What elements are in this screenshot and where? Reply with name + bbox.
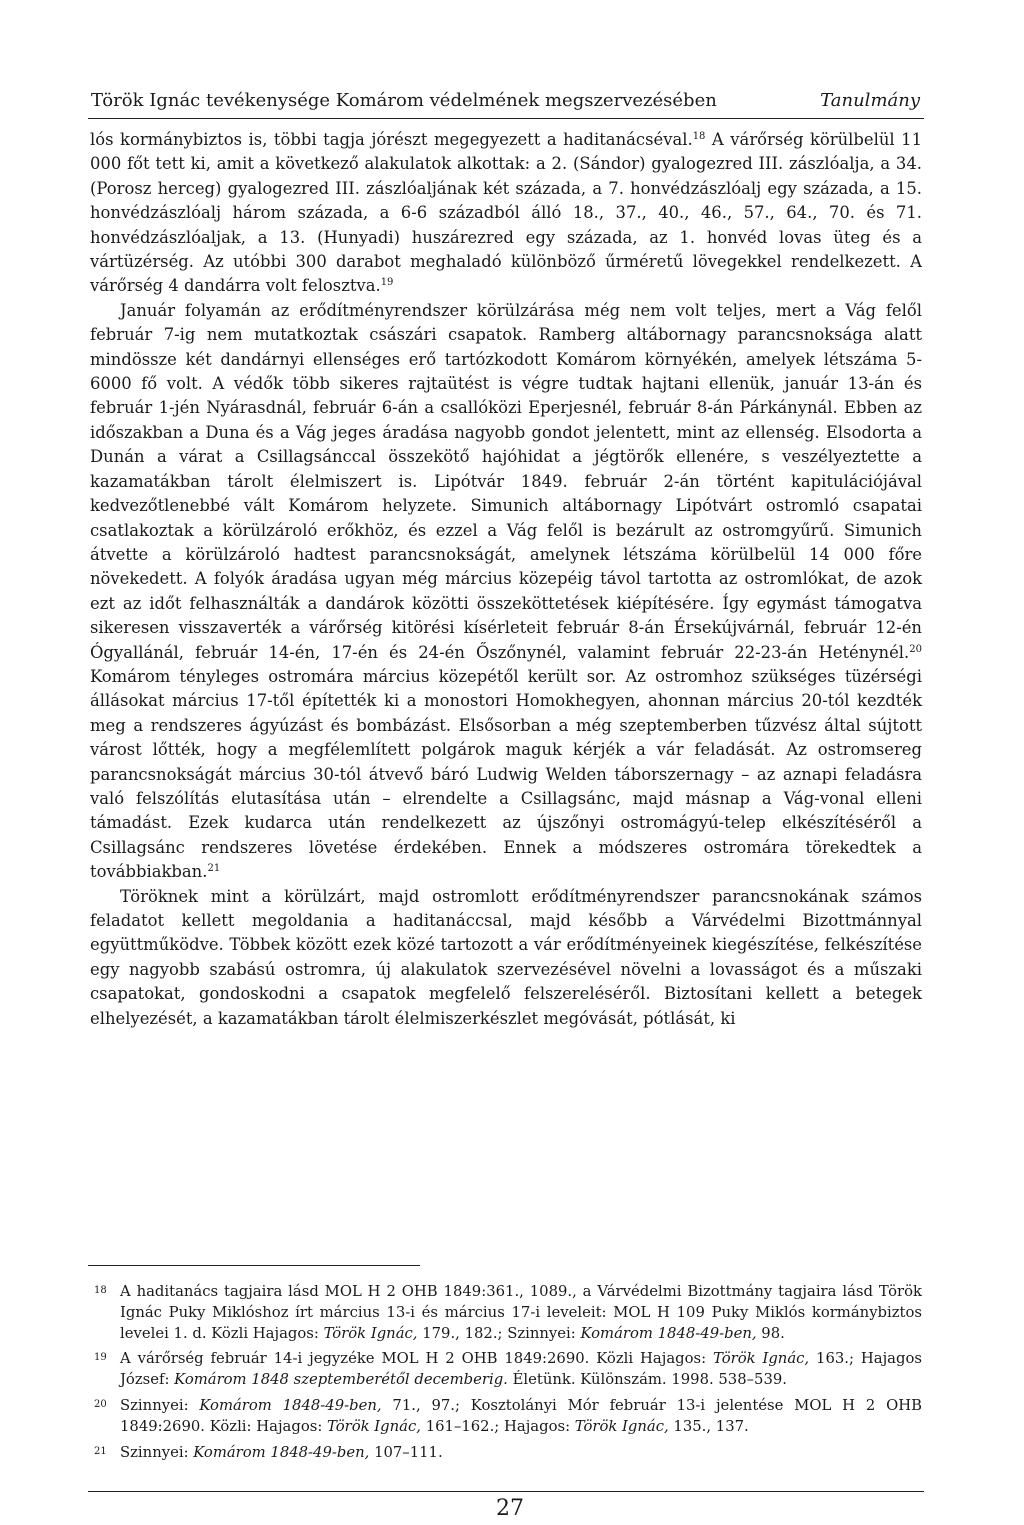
footnote-ref-20[interactable]: 20: [909, 643, 922, 655]
footnote-ref-21[interactable]: 21: [207, 863, 221, 875]
paragraph-3: Töröknek mint a körülzárt, majd ostromlott erődítményrendszer parancsnokának számos feladatot kellett megoldania a haditanáccsal, majd később a Várvédelmi Bizottmánnyal együttműködve. Többek között ezek közé tartozott a vár erődítményeinek kiegészítése, felkészítése egy nagyobb szabású ostromra, új alakulatok szervezésével növelni a lovasságot és a műszaki csapatokat, gondoskodni a csapatok megfelelő felszereléséről. Biztosítani kellett a betegek elhelyezését, a kazamatákban tárolt élelmiszerkészlet megóvását, pótlását, ki: [90, 886, 922, 1028]
footnote-divider: [88, 1265, 420, 1266]
footnote-number: 21: [94, 1445, 107, 1457]
footnote-number: 19: [94, 1352, 107, 1364]
footnotes: [90, 1282, 922, 1468]
footnote-20: 20 Szinnyei: Komárom 1848-49-ben, 71., 97.; Kosztolányi Mór február 13-i jelentése MOL H 2 OHB 1849:2690. Közli: Hajagos: Török Ignác, 161–162.; Hajagos: Török Ignác, 135., 137.: [94, 1396, 923, 1435]
paragraph-2: Január folyamán az erődítményrendszer körülzárása még nem volt teljes, mert a Vág felől február 7-ig nem mutatkoztak császári csapatok. Ramberg altábornagy parancsnoksága alatt mindössze két dandárnyi ellenséges erő tartózkodott Komárom környékén, amelyek létszáma 5-6000 fő volt. A védők több sikeres rajtaütést is végre tudtak hajtani ellenük, január 13-án és február 1-jén Nyárasdnál, február 6-án a csallóközi Eperjesnél, február 8-án Párkánynál. Ebben az időszakban a Duna és a Vág jeges áradása nagyobb gondot jelentett, mint az ellenség. Elsodorta a Dunán a várat a Csillagsánccal összekötő hajóhidat a jégtörők ellenére, s veszélyeztette a kazamatákban tárolt élelmiszert is. Lipótvár 1849. február 2-án történt kapitulációjával kedvezőtlenebbé vált Komárom helyzete. Simunich altábornagy Lipótvárt ostromló csapatai csatlakoztak a körülzároló erőkhöz, és ezzel a Vág felől is bezárult az ostromgyűrű. Simunich átvette a körülzároló hadtest parancsnokságát, amelynek létszáma körülbelül 14 000 főre növekedett. A folyók áradása ugyan még március közepéig távol tartotta az ostromlókat, de azok ezt az időt felhasználták a dandárok közötti összeköttetések kiépítésére. Így egymást támogatva sikeresen visszaverték a várőrség kitörési kísérleteit február 8-án Érsekújvárnál, február 12-én Ógyallánál, február 14-én, 17-én és 24-én Őszőnynél, valamint február 22-23-án Heténynél.$^{20}$ Komárom tényleges ostromára március közepétől került sor. Az ostromhoz szükséges tüzérségi állásokat március 17-től építették ki a monostori Homokhegyen, ahonnan március 20-tól kezdték meg a rendszeres ágyúzást és bombázást. Elsősorban a még szeptemberben tűzvész által sújtott várost lőtték, hogy a megfélemlített polgárok maguk kérjék a vár feladását. Az ostromsereg parancsnokságát március 30-tól átvevő báró Ludwig Welden táborszernagy – az aznapi feladásra való felszólítás elutasítása után – elrendelte a Csillagsánc, majd másnap a Vág-vonal elleni támadást. Ezek kudarca után rendelkezett az újszőnyi ostromágyú-telep elkészítéséről a Csillagsánc rendszeres lövetése érdekében. Ennek a módszeres ostromára törekedtek a továbbiakban.$^{21}$: [90, 300, 922, 882]
footnote-18: 18 A haditanács tagjaira lásd MOL H 2 OHB 1849:361., 1089., a Várvédelmi Bizottmány tagjaira lásd Török Ignác Puky Miklóshoz írt március 13-i és március 17-i leveleit: MOL H 109 Puky Miklós kormánybiztos levelei 1. d. Közli Hajagos: Török Ignác, 179., 182.; Szinnyei: Komárom 1848-49-ben, 98.: [94, 1283, 922, 1342]
section-label: Tanulmány: [820, 90, 920, 111]
footnote-21: 21 Szinnyei: Komárom 1848-49-ben, 107–111.: [94, 1443, 443, 1461]
footnote-number: 20: [94, 1398, 107, 1410]
running-title: Török Ignác tevékenysége Komárom védelmének megszervezésében: [91, 90, 717, 111]
footer-divider: [88, 1491, 924, 1492]
footnote-number: 18: [94, 1285, 107, 1296]
footnote-19: 19 A várőrség február 14-i jegyzéke MOL H 2 OHB 1849:2690. Közli Hajagos: Török Ignác, 163.; Hajagos József: Komárom 1848 szeptemberétől decemberig. Életünk. Különszám. 1998. 538–539.: [94, 1350, 922, 1389]
paragraph-1: lós kormánybiztos is, többi tagja jórészt megegyezett a haditanácséval.$^{18}$ A várőrség körülbelül 11 000 főt tett ki, amit a következő alakulatok alkottak: a 2. (Sándor) gyalogezred III. zászlóalja, a 34. (Porosz herceg) gyalogezred III. zászlóaljának két százada, a 7. honvédzászlóalj egy százada, a 15. honvédzászlóalj három százada, a 6-6 századból álló 18., 37., 40., 46., 57., 64., 70. és 71. honvédzászlóaljak, a 13. (Hunyadi) huszárezred egy százada, az 1. honvéd lovas üteg és a vártüzérség. Az utóbbi 300 darabot meghaladó különböző űrméretű lövegekkel rendelkezett. A várőrség 4 dandárra volt felosztva.$^{19}$: [90, 130, 923, 296]
page-number: 27: [496, 1496, 524, 1521]
main-text: [90, 128, 922, 1031]
running-header: [88, 88, 924, 119]
footnote-ref-19[interactable]: 19: [380, 277, 394, 289]
footnote-ref-18[interactable]: 18: [692, 131, 706, 142]
